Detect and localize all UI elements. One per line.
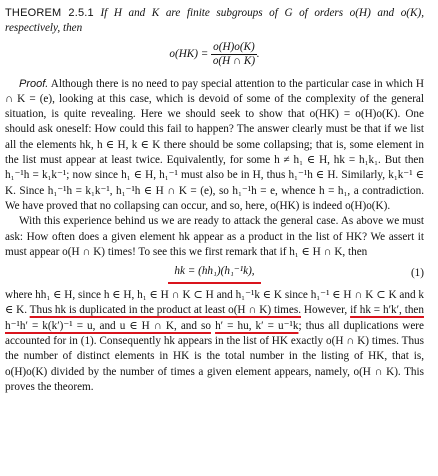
proof-para3-end: ; thus all duplications were accounted for in (1). Consequently hk appears in the list of HK exactly o(H ∩ K) times. Thus the number of distinct elements in HK is the total number in the listing of HK, that is, o(H)o(K) divided by the number of times a given element appears, namely, o(H ∩ K). This proves the theorem.	[5, 319, 424, 393]
formula-numerator: o(H)o(K)	[213, 40, 255, 53]
theorem-label: THEOREM 2.5.1	[5, 7, 94, 19]
formula-fraction	[211, 41, 257, 68]
proof-para3-mid: However,	[303, 304, 348, 317]
equation-1-text: hk = (hh₁)(h₁⁻¹k),	[174, 265, 255, 278]
highlight-h-prime: h′ = hu, k′ = u⁻¹k	[215, 319, 299, 332]
theorem-text: If H and K are finite subgroups of G of orders o(H) and o(K), respectively, then	[5, 7, 425, 35]
proof-para1-text: Although there is no need to pay special attention to the particular case in which H ∩ K = (e), looking at this case, which is devoid of some of the complexity of the general situation, is quite revealing. Here we should seek to show that o(HK) = o(H)o(K). One should ask oneself: How could this fail to happen? The answer clearly must be that if we list all the elements hk, h ∈ H, k ∈ K there should be some collapsing; that is, some element in the list must appear at least twice. Equivalently, for some h ≠ h₁ ∈ H, hk = h₁k₁. But then h₁⁻¹h = k₁k⁻¹; now since h₁ ∈ H, h₁⁻¹ must also be in H, thus h₁⁻¹h ∈ H. Similarly, k₁k⁻¹ ∈ K. Since h₁⁻¹h = k₁k⁻¹, h₁⁻¹h ∈ H ∩ K = (e), so h₁⁻¹h = e, whence h = h₁, a contradiction. We have proved that no collapsing can occur, and so, here, o(HK) is indeed o(H)o(K).	[5, 77, 424, 212]
highlight-if-hk: if hk = h′k′, then h⁻¹h′ = k(k′)⁻¹ = u, and u ∈ H ∩ K, and so	[5, 304, 424, 332]
proof-paragraph-2	[5, 214, 424, 260]
proof-label: Proof.	[19, 77, 49, 90]
equation-1-highlight	[168, 262, 260, 284]
theorem-formula	[5, 41, 424, 71]
formula-denominator: o(H ∩ K)	[212, 54, 256, 67]
formula-end: .	[256, 47, 260, 60]
highlight-duplicated: Thus hk is duplicated in the product at least o(H ∩ K) times.	[29, 304, 301, 317]
proof-paragraph-1	[5, 77, 424, 215]
proof-para3-start: where hh₁ ∈ H, since h ∈ H, h₁ ∈ H ∩ K ⊂ H and h₁⁻¹k ∈ K since h₁⁻¹ ∈ H ∩ K ⊂ K and k ∈ K.	[5, 289, 424, 317]
equation-1-number: (1)	[410, 267, 424, 280]
proof-paragraph-3	[5, 288, 424, 395]
formula-lhs: o(HK) =	[169, 47, 209, 60]
proof-para2-text: With this experience behind us we are ready to attack the general case. As above we must ask: How often does a given element hk appear as a product in the list of HK? We assert it must appear o(H ∩ K) times! To see this we first remark that if h₁ ∈ H ∩ K, then	[5, 215, 424, 258]
equation-1	[5, 262, 424, 286]
theorem-statement	[5, 6, 424, 37]
